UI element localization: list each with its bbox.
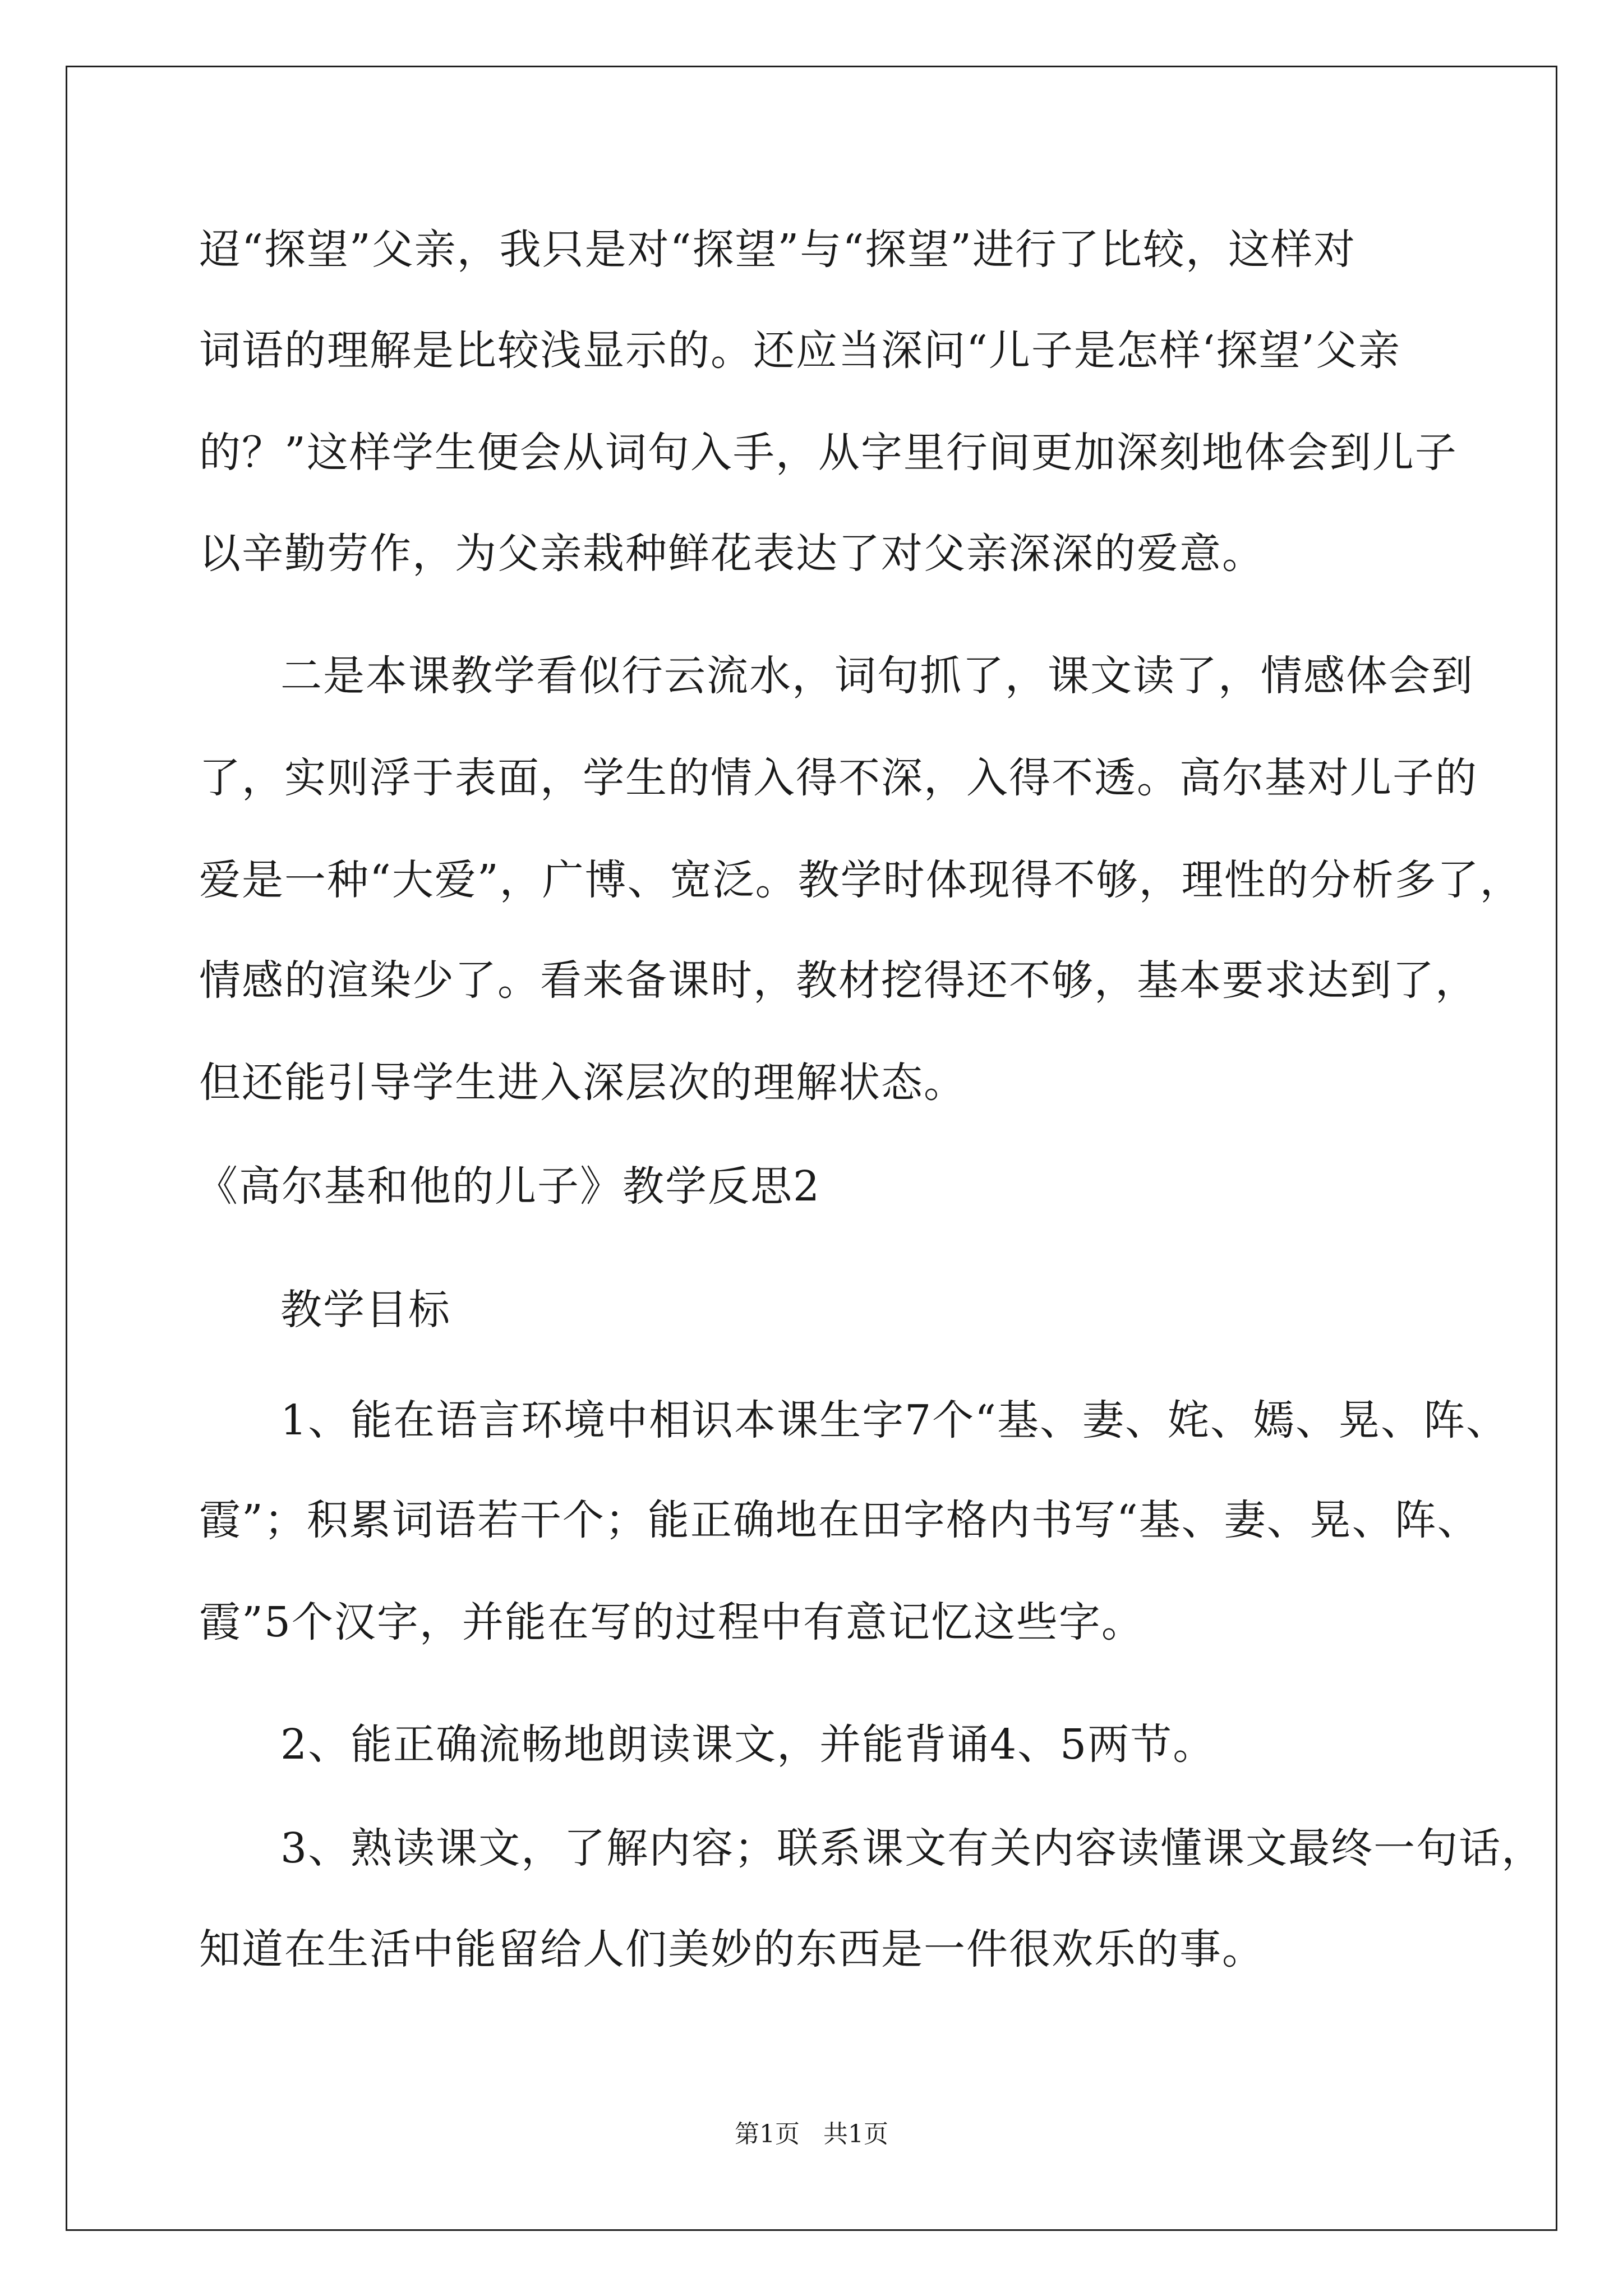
- body-line: 了，实则浮于表面，学生的情入得不深，入得不透。高尔基对儿子的: [199, 754, 1478, 802]
- paragraph-first-line: 3、熟读课文，了解内容；联系课文有关内容读懂课文最终一句话，: [280, 1824, 1544, 1872]
- body-line: 霞”；积累词语若干个；能正确地在田字格内书写“基、妻、晃、阵、: [199, 1496, 1480, 1544]
- section-title: 《高尔基和他的儿子》教学反思2: [196, 1162, 821, 1211]
- body-line: 词语的理解是比较浅显示的。还应当深问“儿子是怎样‘探望’父亲: [199, 326, 1401, 375]
- paragraph-first-line: 二是本课教学看似行云流水，词句抓了，课文读了，情感体会到: [280, 652, 1474, 700]
- paragraph-first-line: 1、能在语言环境中相识本课生字7个“基、妻、姹、嫣、晃、阵、: [280, 1396, 1509, 1444]
- page-number-footer: 第1页 共1页: [735, 2120, 888, 2148]
- page-border: [66, 66, 1557, 2231]
- body-line: 的？”这样学生便会从词句入手，从字里行间更加深刻地体会到儿子: [199, 429, 1458, 477]
- body-line: 霞”5个汉字，并能在写的过程中有意记忆这些字。: [199, 1598, 1144, 1646]
- body-line: 知道在生活中能留给人们美妙的东西是一件很欢乐的事。: [199, 1925, 1265, 1973]
- body-line: 但还能引导学生进入深层次的理解状态。: [199, 1059, 966, 1107]
- body-line: 以辛勤劳作，为父亲栽种鲜花表达了对父亲深深的爱意。: [199, 530, 1265, 578]
- paragraph-first-line: 2、能正确流畅地朗读课文，并能背诵4、5两节。: [280, 1720, 1216, 1769]
- body-line: 情感的渲染少了。看来备课时，教材挖得还不够，基本要求达到了，: [199, 956, 1478, 1005]
- body-line: 迢“探望”父亲，我只是对“探望”与“探望”进行了比较，这样对: [199, 226, 1356, 274]
- body-line: 爱是一种“大爱”，广博、宽泛。教学时体现得不够，理性的分析多了，: [199, 856, 1523, 904]
- subheading: 教学目标: [280, 1286, 451, 1334]
